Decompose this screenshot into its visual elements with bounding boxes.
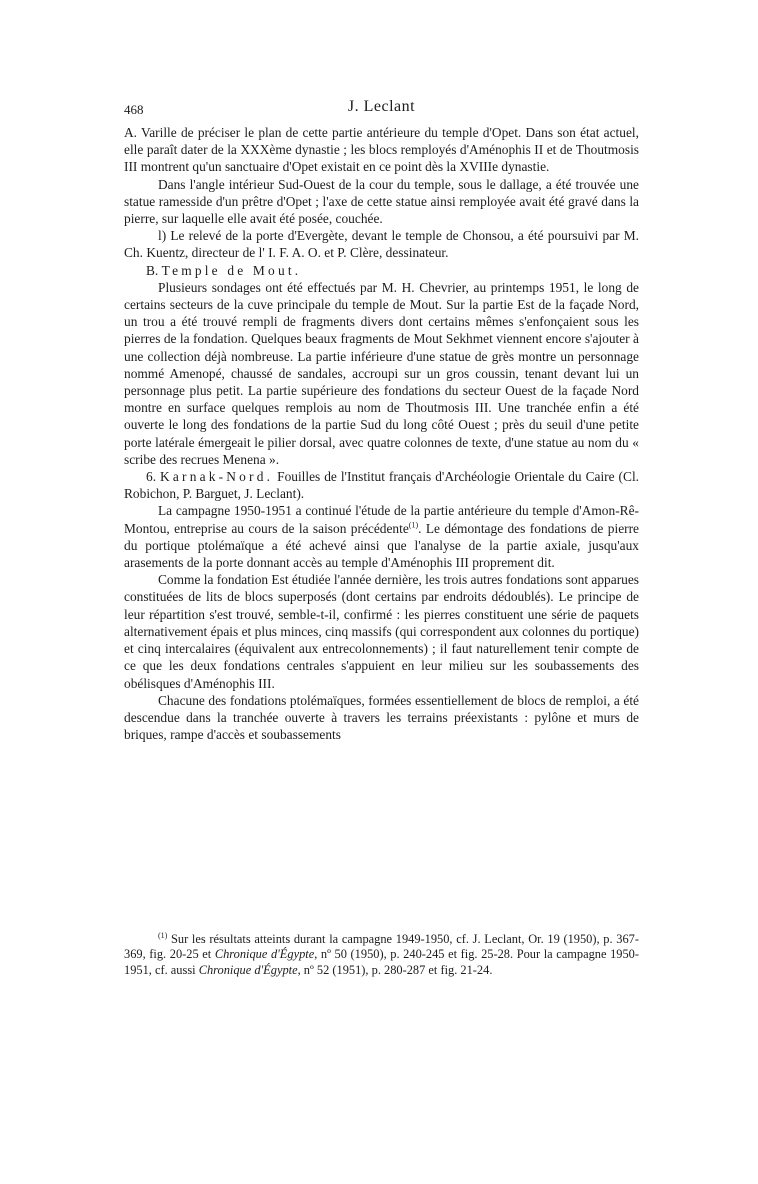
heading-prefix: 6.	[146, 469, 161, 485]
section-heading-mout	[124, 262, 639, 279]
journal-title: Chronique d'Égypte	[214, 947, 315, 962]
footnote-1	[124, 932, 639, 978]
running-head: J. Leclant	[347, 98, 416, 115]
page	[124, 98, 639, 743]
page-header	[124, 98, 639, 124]
paragraph-evergete: l) Le relevé de la porte d'Evergète, devant le temple de Chonsou, a été poursuivi par M. Ch. Kuentz, directeur de l' I. F. A. O. et P. Clère, dessinateur.	[124, 228, 639, 261]
footnotes	[124, 932, 639, 978]
footnote-text: Sur les résultats atteints durant la campagne 1949-1950, cf. J. Leclant, Or. 19 (1950), p. 367-369, fig. 20-25 et	[124, 932, 639, 962]
journal-title: Chronique d'Égypte	[198, 962, 298, 977]
body-text	[124, 124, 639, 743]
paragraph-text: La campagne 1950-1951 a continué l'étude de la partie antérieure du temple d'Amon-Rê-Montou, entreprise au cours de la saison précédente	[124, 503, 639, 536]
footnote-ref[interactable]: (1)	[408, 520, 419, 530]
page-number: 468	[124, 102, 144, 117]
paragraph-opet-statue: Dans l'angle intérieur Sud-Ouest de la cour du temple, sous le dallage, a été trouvée une statue ramesside d'un prêtre d'Opet ; l'axe de cette statue ainsi remployée avait été gravé dans la pierre, sur laquelle elle avait été posée, couchée.	[124, 176, 639, 227]
paragraph-text-cont: . Le démontage des fondations de pierre du portique ptolémaïque a été achevé ainsi que l'analyse de la partie axiale, jusqu'aux arasements de la porte donnant accès au temple d'Aménophis III proprement dit.	[124, 520, 639, 571]
heading-suffix: Fouilles de l'Institut français d'Archéologie Orientale du Caire (Cl. Robichon, P. Barguet, J. Leclant).	[124, 469, 640, 502]
heading-prefix: B.	[146, 262, 162, 278]
heading-title: Karnak-Nord.	[160, 469, 274, 485]
paragraph-fondations: Comme la fondation Est étudiée l'année dernière, les trois autres fondations sont apparues constituées de lits de blocs superposés (dont certains par endroits dédoublés). Le principe de leur répartition s'est trouvé, semble-t-il, confirmé : les pierres constituent une série de paquets alternativement épais et plus minces, cinq massifs (qui correspondent aux colonnes du portique) et cinq intercalaires (équivalent aux entrecolonnements) ; il faut naturellement tenir compte de ce que les deux fondations centrales s'appuient en leur milieu sur les soubassements des obélisques d'Aménophis III.	[124, 572, 639, 691]
footnote-text: , nº 52 (1951), p. 280-287 et fig. 21-24.	[297, 962, 493, 977]
footnote-text: , nº 50 (1950), p. 240-245 et fig. 25-28. Pour la campagne 1950-1951, cf. aussi	[124, 947, 639, 977]
heading-title: Temple de Mout.	[161, 262, 302, 278]
section-heading-karnak-nord	[124, 468, 639, 502]
paragraph-remploi: Chacune des fondations ptolémaïques, formées essentiellement de blocs de remploi, a été descendue dans la tranchée ouverte à travers les terrains préexistants : pylône et murs de briques, rampe d'accès et soubassements	[124, 692, 639, 743]
paragraph-campagne	[124, 502, 639, 571]
paragraph-mout: Plusieurs sondages ont été effectués par M. H. Chevrier, au printemps 1951, le long de certains secteurs de la cuve principale du temple de Mout. Sur la partie Est de la façade Nord, un trou a été trouvé rempli de fragments divers dont certains mêmes s'enfonçaient sous les pierres de la fondation. Quelques beaux fragments de Mout Sekhmet viennent encore s'ajouter à une collection déjà nombreuse. La partie inférieure d'une statue de grès montre un personnage nommé Amenopé, chaussé de sandales, accroupi sur un gros coussin, tenant devant lui un personnage plus petit. La partie supérieure des fondations du secteur Ouest de la façade Nord montre en surface quelques remplois au nom de Thoutmosis III. Une tranchée enfin a été ouverte le long des fondations de la partie Sud du long côté Ouest ; près du seuil d'une petite porte latérale émergeait le pilier dorsal, avec quatre colonnes de texte, d'une statue au nom du « scribe des recrues Menena ».	[124, 279, 639, 467]
paragraph-opet-plan: A. Varille de préciser le plan de cette partie antérieure du temple d'Opet. Dans son état actuel, elle paraît dater de la XXXème dynastie ; les blocs remployés d'Aménophis II et de Thoutmosis III montrent qu'un sanctuaire d'Opet existait en ce point dès la XVIIIe dynastie.	[124, 125, 639, 175]
footnote-mark: (1)	[158, 930, 168, 940]
